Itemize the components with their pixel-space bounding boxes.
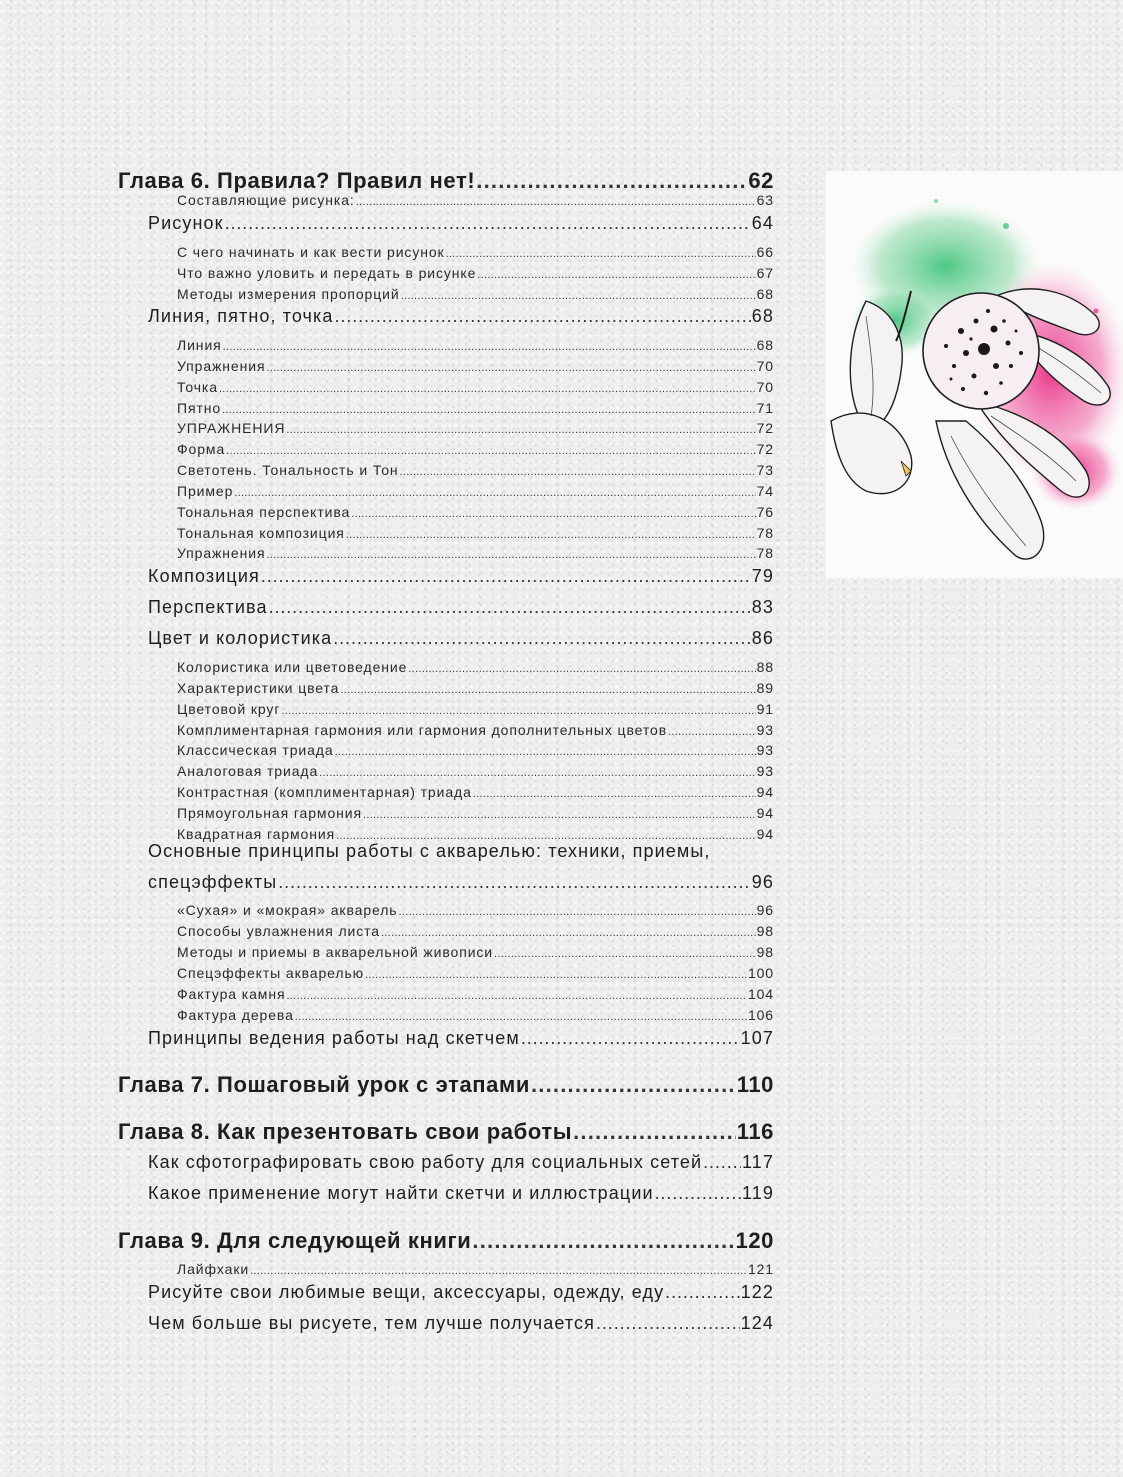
toc-subsection[interactable] <box>177 525 774 541</box>
toc-subsection[interactable] <box>177 286 774 302</box>
toc-section-title-line[interactable]: Основные принципы работы с акварелью: техники, приемы, <box>148 841 711 861</box>
toc-page-number: 106 <box>747 1007 774 1023</box>
dot-leader <box>477 269 755 281</box>
toc-subsection[interactable] <box>177 192 774 208</box>
toc-entry-title: Упражнения <box>177 358 266 374</box>
toc-page-number: 116 <box>736 1119 774 1144</box>
toc-entry-title: Точка <box>177 379 218 395</box>
toc-subsection[interactable] <box>177 400 774 416</box>
toc-entry-title: Комплиментарная гармония или гармония дополнительных цветов <box>177 722 668 738</box>
toc-entry-title: Цветовой круг <box>177 701 281 717</box>
toc-page-number: 124 <box>740 1313 774 1333</box>
toc-entry-title: Квадратная гармония <box>177 826 336 842</box>
toc-chapter[interactable] <box>118 168 774 194</box>
toc-subsection[interactable] <box>177 379 774 395</box>
toc-entry-title: Что важно уловить и передать в рисунке <box>177 265 477 281</box>
dot-leader <box>286 424 755 436</box>
dot-leader <box>223 341 756 353</box>
toc-entry-title: Лайфхаки <box>177 1261 250 1277</box>
toc-subsection[interactable] <box>177 545 774 561</box>
dot-leader <box>446 248 756 260</box>
toc-page-number: 70 <box>756 379 774 395</box>
dot-leader <box>281 705 755 717</box>
toc-entry-title: Тональная перспектива <box>177 504 351 520</box>
toc-page-number: 89 <box>756 680 774 696</box>
toc-entry-title: УПРАЖНЕНИЯ <box>177 420 286 436</box>
toc-entry-title: Светотень. Тональность и Тон <box>177 462 399 478</box>
toc-subsection[interactable] <box>177 680 774 696</box>
toc-page-number: 79 <box>751 566 774 586</box>
dot-leader <box>266 549 755 561</box>
dot-leader <box>363 809 756 821</box>
dot-leader <box>335 306 751 327</box>
toc-subsection[interactable] <box>177 944 774 960</box>
toc-entry-title: Глава 8. Как презентовать свои работы <box>118 1119 573 1144</box>
toc-page-number: 62 <box>748 168 774 193</box>
toc-entry-title: Колористика или цветоведение <box>177 659 408 675</box>
toc-page-number: 120 <box>735 1228 774 1253</box>
dot-leader <box>340 684 755 696</box>
toc-subsection[interactable] <box>177 504 774 520</box>
toc-entry-title: Чем больше вы рисуете, тем лучше получается <box>148 1313 595 1333</box>
toc-entry-title: Пример <box>177 483 234 499</box>
toc-entry-title: Форма <box>177 441 226 457</box>
toc-entry-title: Прямоугольная гармония <box>177 805 362 821</box>
toc-entry-title: Тональная композиция <box>177 525 345 541</box>
toc-subsection[interactable] <box>177 923 774 939</box>
toc-subsection[interactable] <box>177 337 774 353</box>
toc-page-number: 71 <box>756 400 774 416</box>
toc-page-number: 91 <box>756 701 774 717</box>
dot-leader <box>399 906 756 918</box>
toc-section[interactable] <box>148 213 774 234</box>
toc-entry-title: Контрастная (комплиментарная) триада <box>177 784 472 800</box>
toc-entry-title: Классическая триада <box>177 742 334 758</box>
dot-leader <box>295 1011 747 1023</box>
dot-leader <box>665 1282 739 1303</box>
dot-leader <box>476 168 747 194</box>
toc-page-number: 93 <box>756 722 774 738</box>
dot-leader <box>400 466 756 478</box>
toc-subsection[interactable] <box>177 1261 774 1277</box>
toc-subsection[interactable] <box>177 965 774 981</box>
toc-entry-title: Рисуйте свои любимые вещи, аксессуары, одежду, еду <box>148 1282 665 1302</box>
dot-leader <box>365 969 747 981</box>
toc-page-number: 78 <box>756 545 774 561</box>
toc-page-number: 96 <box>756 902 774 918</box>
dot-leader <box>266 362 755 374</box>
toc-subsection[interactable] <box>177 826 774 842</box>
dot-leader <box>655 1183 741 1204</box>
dot-leader <box>261 566 751 587</box>
dot-leader <box>356 196 756 208</box>
toc-subsection[interactable] <box>177 441 774 457</box>
dot-leader <box>234 487 755 499</box>
toc-section[interactable] <box>148 1152 774 1173</box>
toc-page-number: 76 <box>756 504 774 520</box>
dot-leader <box>226 445 755 457</box>
toc-page-number: 94 <box>756 784 774 800</box>
toc-entry-title: Составляющие рисунка: <box>177 192 355 208</box>
dot-leader <box>222 404 756 416</box>
toc-page-number: 119 <box>742 1183 774 1203</box>
toc-subsection[interactable] <box>177 742 774 758</box>
toc-entry-title: Композиция <box>148 566 260 586</box>
toc-page-number: 104 <box>747 986 774 1002</box>
toc-page-number: 72 <box>756 441 774 457</box>
dot-leader <box>381 927 756 939</box>
dot-leader <box>703 1152 741 1173</box>
watercolor-flower-image <box>826 171 1123 578</box>
toc-entry-title: Линия <box>177 337 222 353</box>
dot-leader <box>269 597 751 618</box>
toc-subsection[interactable] <box>177 265 774 281</box>
toc-entry-title: Фактура камня <box>177 986 286 1002</box>
toc-page-number: 94 <box>756 805 774 821</box>
toc-page-number: 73 <box>756 462 774 478</box>
toc-subsection[interactable] <box>177 244 774 260</box>
toc-page-number: 68 <box>751 306 774 326</box>
dot-leader <box>335 746 756 758</box>
dot-leader <box>250 1265 747 1277</box>
toc-entry-title: Глава 9. Для следующей книги <box>118 1228 472 1253</box>
toc-entry-title: Цвет и колористика <box>148 628 333 648</box>
toc-section[interactable] <box>148 306 774 327</box>
dot-leader <box>473 788 756 800</box>
toc-subsection[interactable] <box>177 902 774 918</box>
toc-page-number: 83 <box>751 597 774 617</box>
toc-page-number: 93 <box>756 742 774 758</box>
toc-subsection[interactable] <box>177 784 774 800</box>
toc-subsection[interactable] <box>177 722 774 738</box>
toc-section[interactable] <box>148 1282 774 1303</box>
toc-entry-title: С чего начинать и как вести рисунок <box>177 244 445 260</box>
toc-section[interactable] <box>148 1183 774 1204</box>
dot-leader <box>225 213 751 234</box>
toc-entry-title: Перспектива <box>148 597 268 617</box>
toc-entry-title: Какое применение могут найти скетчи и иллюстрации <box>148 1183 654 1203</box>
toc-section[interactable] <box>148 1028 774 1049</box>
toc-page-number: 66 <box>756 244 774 260</box>
toc-subsection[interactable] <box>177 462 774 478</box>
toc-subsection[interactable] <box>177 659 774 675</box>
toc-section[interactable] <box>148 566 774 587</box>
toc-subsection[interactable] <box>177 763 774 779</box>
dot-leader <box>286 990 746 1002</box>
toc-subsection[interactable] <box>177 483 774 499</box>
toc-subsection[interactable] <box>177 805 774 821</box>
toc-subsection[interactable] <box>177 358 774 374</box>
toc-entry-title: Характеристики цвета <box>177 680 340 696</box>
toc-entry-title: Фактура дерева <box>177 1007 294 1023</box>
dot-leader <box>351 508 755 520</box>
toc-entry-title: Глава 6. Правила? Правил нет! <box>118 168 476 193</box>
dot-leader <box>494 948 756 960</box>
toc-page-number: 117 <box>742 1152 774 1172</box>
toc-page-number: 98 <box>756 944 774 960</box>
toc-page-number: 72 <box>756 420 774 436</box>
toc-page-number: 86 <box>751 628 774 648</box>
toc-section[interactable] <box>148 628 774 649</box>
toc-section[interactable] <box>148 1313 774 1334</box>
toc-page-number: 74 <box>756 483 774 499</box>
toc-page-number: 107 <box>740 1028 774 1048</box>
toc-entry-title: «Сухая» и «мокрая» акварель <box>177 902 398 918</box>
toc-page-number: 110 <box>736 1072 774 1097</box>
toc-page-number: 70 <box>756 358 774 374</box>
toc-entry-title: Как сфотографировать свою работу для социальных сетей <box>148 1152 703 1172</box>
toc-page-number: 63 <box>756 192 774 208</box>
dot-leader <box>531 1072 736 1098</box>
toc-entry-title: Пятно <box>177 400 222 416</box>
dot-leader <box>278 872 751 893</box>
toc-chapter[interactable] <box>118 1228 774 1254</box>
toc-subsection[interactable] <box>177 420 774 436</box>
toc-entry-title: Аналоговая триада <box>177 763 319 779</box>
toc-page-number: 98 <box>756 923 774 939</box>
toc-page-number: 93 <box>756 763 774 779</box>
toc-page-number: 96 <box>751 872 774 892</box>
toc-page-number: 122 <box>740 1282 774 1302</box>
toc-subsection[interactable] <box>177 986 774 1002</box>
toc-page-number: 68 <box>756 337 774 353</box>
toc-chapter[interactable] <box>118 1119 774 1145</box>
toc-page-number: 78 <box>756 525 774 541</box>
toc-page-number: 68 <box>756 286 774 302</box>
dot-leader <box>596 1313 740 1334</box>
toc-section[interactable] <box>148 872 774 893</box>
toc-subsection[interactable] <box>177 701 774 717</box>
toc-page-number: 100 <box>747 965 774 981</box>
toc-entry-title: Методы измерения пропорций <box>177 286 400 302</box>
toc-page-number: 94 <box>756 826 774 842</box>
toc-entry-title: Рисунок <box>148 213 224 233</box>
dot-leader <box>319 767 755 779</box>
toc-entry-title: Упражнения <box>177 545 266 561</box>
dot-leader <box>219 383 756 395</box>
dot-leader <box>408 663 755 675</box>
toc-entry-title: Спецэффекты акварелью <box>177 965 365 981</box>
dot-leader <box>333 628 751 649</box>
dot-leader <box>472 1228 734 1254</box>
dot-leader <box>668 726 756 738</box>
toc-entry-title: Линия, пятно, точка <box>148 306 334 326</box>
toc-entry-title: Глава 7. Пошаговый урок с этапами <box>118 1072 530 1097</box>
toc-entry-title: Принципы ведения работы над скетчем <box>148 1028 520 1048</box>
dot-leader <box>521 1028 740 1049</box>
dot-leader <box>401 290 756 302</box>
toc-entry-title: спецэффекты <box>148 872 278 892</box>
toc-page-number: 67 <box>756 265 774 281</box>
toc-page-number: 88 <box>756 659 774 675</box>
dot-leader <box>573 1119 736 1145</box>
toc-entry-title: Способы увлажнения листа <box>177 923 380 939</box>
dot-leader <box>346 529 756 541</box>
toc-page-number: 64 <box>751 213 774 233</box>
toc-chapter[interactable] <box>118 1072 774 1098</box>
toc-subsection[interactable] <box>177 1007 774 1023</box>
toc-entry-title: Методы и приемы в акварельной живописи <box>177 944 494 960</box>
dragon-fruit-illustration <box>826 171 1123 578</box>
toc-page-number: 121 <box>747 1261 774 1277</box>
toc-section[interactable] <box>148 597 774 618</box>
